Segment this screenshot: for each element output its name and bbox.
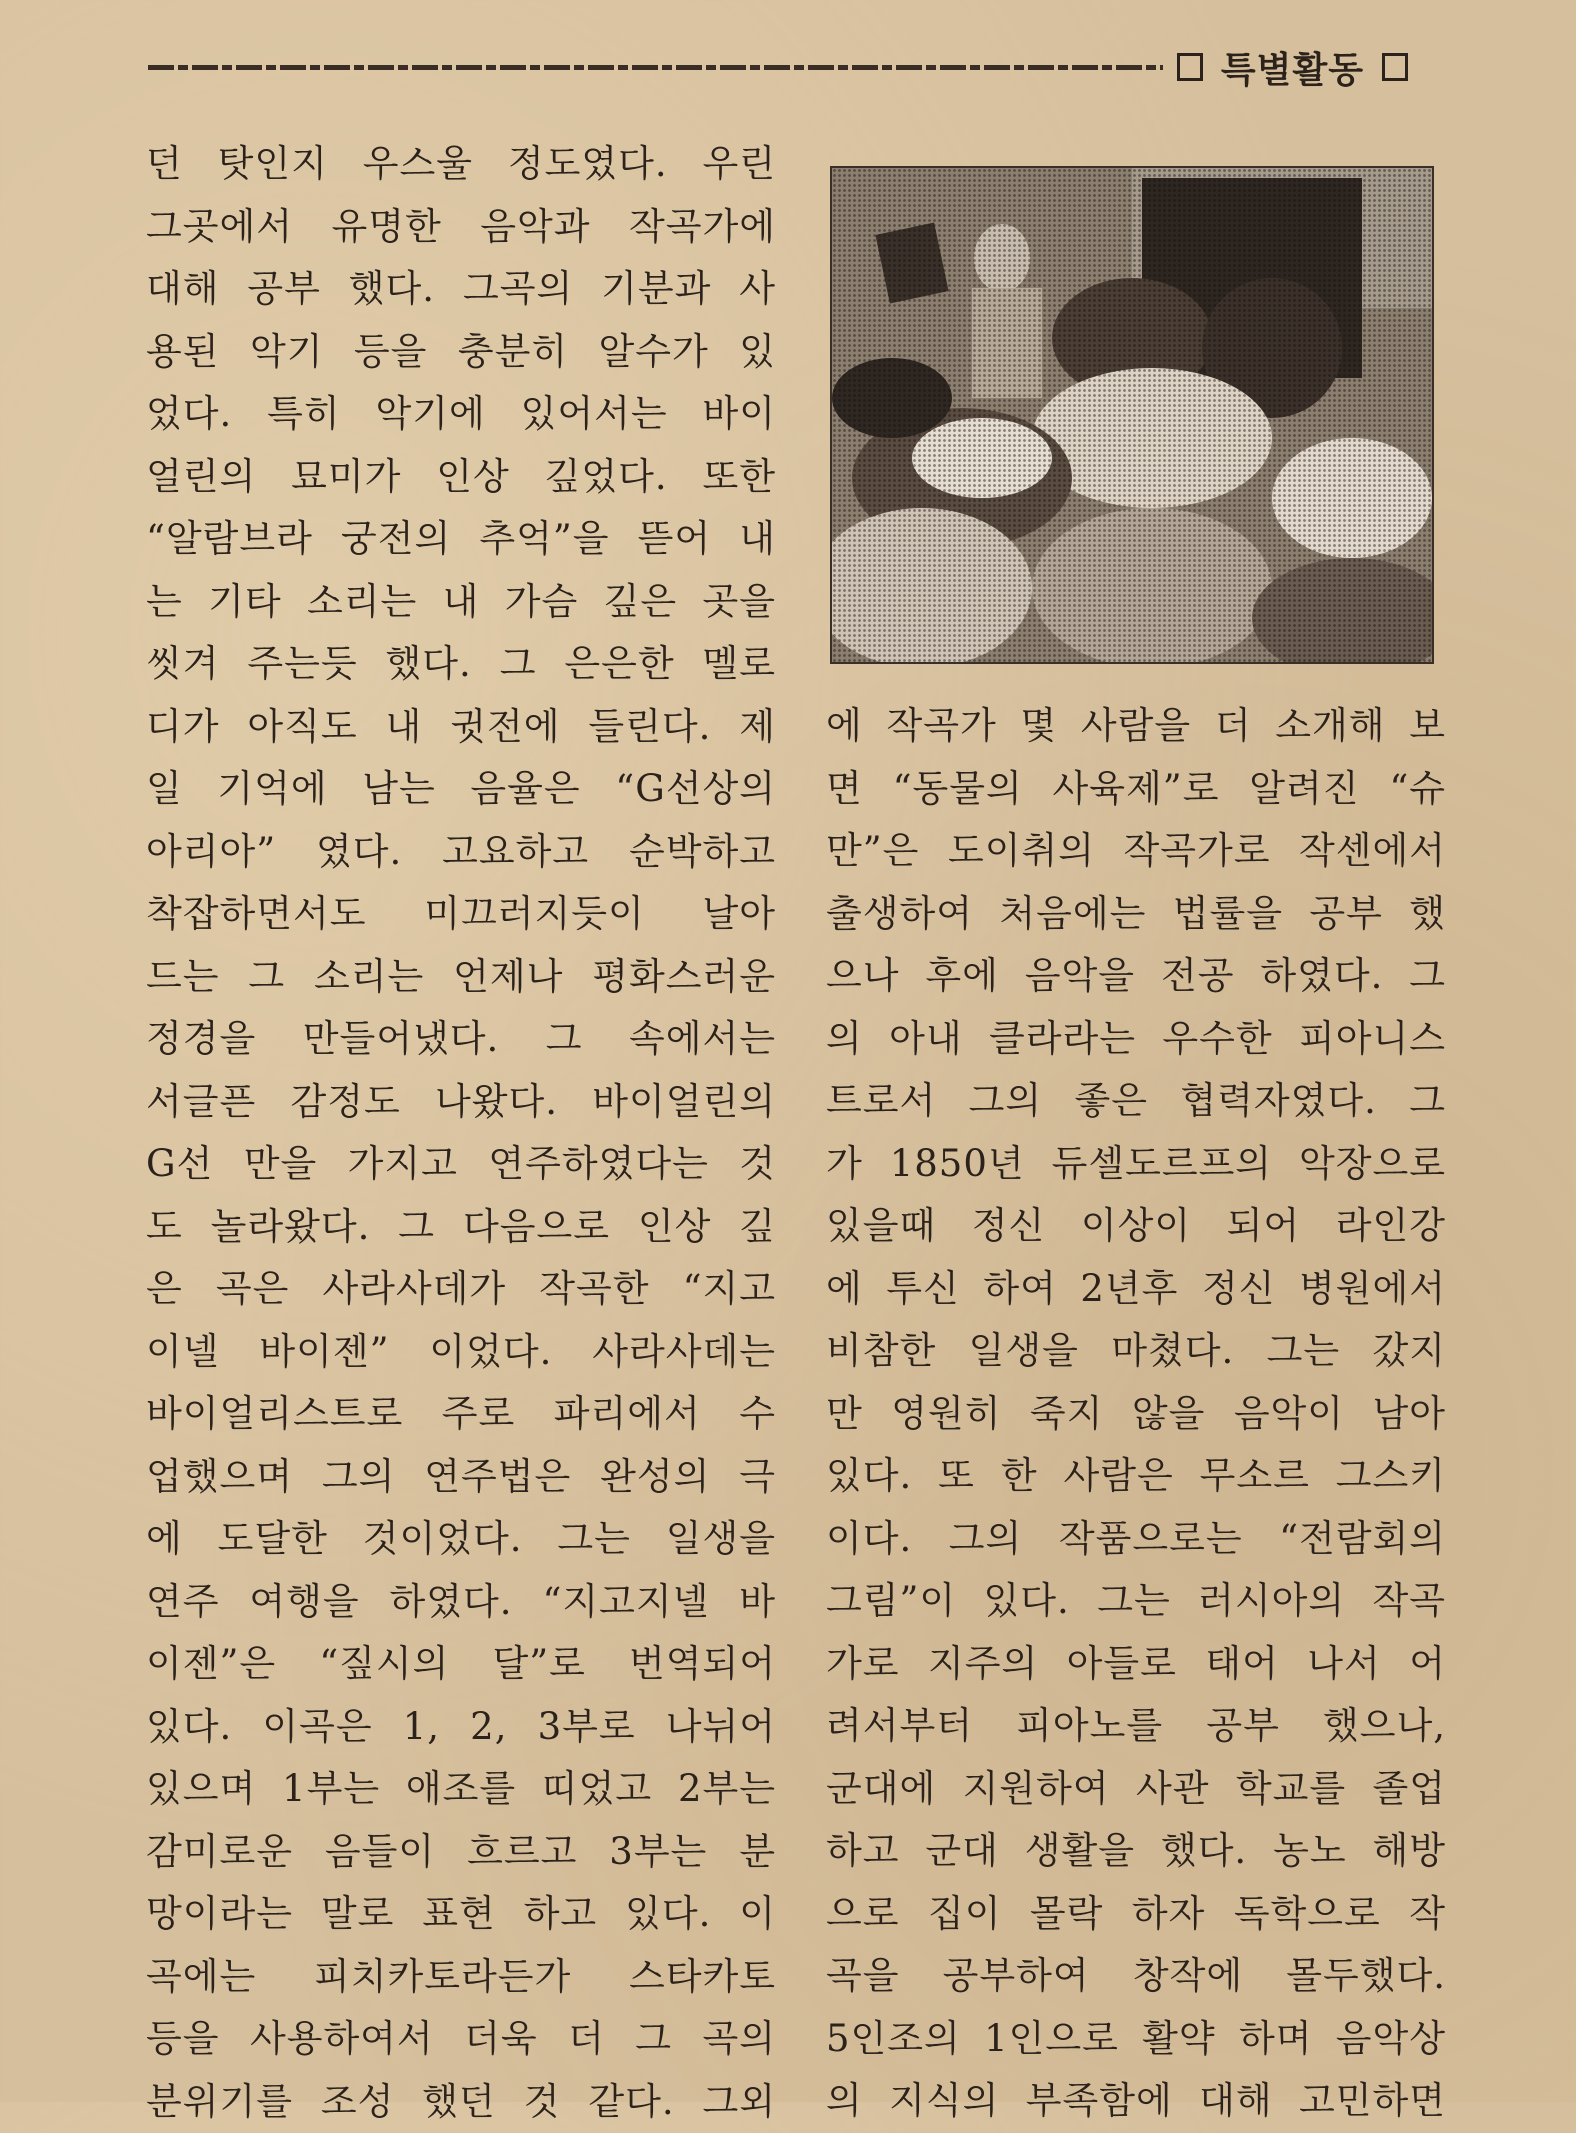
text-line: “알람브라 궁전의 추억”을 뜯어 내	[146, 508, 776, 571]
text-line: 에 투신 하여 2년후 정신 병원에서	[826, 1258, 1446, 1321]
text-line: 5인조의 1인으로 활약 하며 음악상	[826, 2008, 1446, 2071]
text-line: 씻겨 주는듯 했다. 그 은은한 멜로	[146, 633, 776, 696]
text-line: 만”은 도이취의 작곡가로 작센에서	[826, 820, 1446, 883]
text-line: 착잡하면서도 미끄러지듯이 날아	[146, 883, 776, 946]
text-line: 감미로운 음들이 흐르고 3부는 분	[146, 1821, 776, 1884]
text-line: 비참한 일생을 마쳤다. 그는 갔지	[826, 1320, 1446, 1383]
text-line: 있을때 정신 이상이 되어 라인강	[826, 1195, 1446, 1258]
text-line: 던 탓인지 우스울 정도였다. 우린	[146, 133, 776, 196]
text-line: 에 도달한 것이었다. 그는 일생을	[146, 1508, 776, 1571]
article-photo	[830, 166, 1434, 664]
text-line: 곡에는 피치카토라든가 스타카토	[146, 1946, 776, 2009]
text-line: 곡을 공부하여 창작에 몰두했다.	[826, 1945, 1446, 2008]
text-line: 이젠”은 “짚시의 달”로 번역되어	[146, 1633, 776, 1696]
text-line: 등을 사용하여서 더욱 더 그 곡의	[146, 2008, 776, 2071]
text-line: 의 지식의 부족함에 대해 고민하면	[826, 2070, 1446, 2133]
text-line: 얼린의 묘미가 인상 깊었다. 또한	[146, 446, 776, 509]
text-line: 아리아” 였다. 고요하고 순박하고	[146, 821, 776, 884]
text-line: 연주 여행을 하였다. “지고지넬 바	[146, 1571, 776, 1634]
text-line: 대해 공부 했다. 그곡의 기분과 사	[146, 258, 776, 321]
text-line: 용된 악기 등을 충분히 알수가 있	[146, 321, 776, 384]
text-line: 의 아내 클라라는 우수한 피아니스	[826, 1008, 1446, 1071]
text-line: G선 만을 가지고 연주하였다는 것	[146, 1133, 776, 1196]
page-header	[148, 42, 1408, 92]
text-line: 은 곡은 사라사데가 작곡한 “지고	[146, 1258, 776, 1321]
text-line: 도 놀라왔다. 그 다음으로 인상 깊	[146, 1196, 776, 1259]
text-line: 망이라는 말로 표현 하고 있다. 이	[146, 1883, 776, 1946]
text-line: 드는 그 소리는 언제나 평화스러운	[146, 946, 776, 1009]
header-box-left-icon	[1177, 53, 1203, 81]
text-line: 군대에 지원하여 사관 학교를 졸업	[826, 1758, 1446, 1821]
text-line: 업했으며 그의 연주법은 완성의 극	[146, 1446, 776, 1509]
text-line: 에 작곡가 몇 사람을 더 소개해 보	[826, 695, 1446, 758]
text-line: 면 “동물의 사육제”로 알려진 “슈	[826, 758, 1446, 821]
text-line: 출생하여 처음에는 법률을 공부 했	[826, 883, 1446, 946]
text-line: 정경을 만들어냈다. 그 속에서는	[146, 1008, 776, 1071]
photo-halftone-image	[832, 168, 1432, 662]
text-line: 려서부터 피아노를 공부 했으나,	[826, 1695, 1446, 1758]
text-line: 그곳에서 유명한 음악과 작곡가에	[146, 196, 776, 259]
text-line: 으나 후에 음악을 전공 하였다. 그	[826, 945, 1446, 1008]
text-line: 가로 지주의 아들로 태어 나서 어	[826, 1633, 1446, 1696]
text-line: 가 1850년 듀셀도르프의 악장으로	[826, 1133, 1446, 1196]
text-line: 바이얼리스트로 주로 파리에서 수	[146, 1383, 776, 1446]
left-text-column	[146, 133, 776, 2133]
right-text-column	[826, 695, 1446, 2133]
text-line: 있으며 1부는 애조를 띠었고 2부는	[146, 1758, 776, 1821]
header-dashed-rule	[148, 65, 1163, 70]
text-line: 만 영원히 죽지 않을 음악이 남아	[826, 1383, 1446, 1446]
text-line: 트로서 그의 좋은 협력자였다. 그	[826, 1070, 1446, 1133]
header-box-right-icon	[1382, 53, 1408, 81]
text-line: 디가 아직도 내 귓전에 들린다. 제	[146, 696, 776, 759]
text-line: 하고 군대 생활을 했다. 농노 해방	[826, 1820, 1446, 1883]
text-line: 일 기억에 남는 음율은 “G선상의	[146, 758, 776, 821]
text-line: 서글픈 감정도 나왔다. 바이얼린의	[146, 1071, 776, 1134]
text-line: 는 기타 소리는 내 가슴 깊은 곳을	[146, 571, 776, 634]
text-line: 었다. 특히 악기에 있어서는 바이	[146, 383, 776, 446]
text-line: 이다. 그의 작품으로는 “전람회의	[826, 1508, 1446, 1571]
text-line: 있다. 또 한 사람은 무소르 그스키	[826, 1445, 1446, 1508]
text-line: 이넬 바이젠” 이었다. 사라사데는	[146, 1321, 776, 1384]
text-line: 있다. 이곡은 1, 2, 3부로 나뉘어	[146, 1696, 776, 1759]
text-line: 그림”이 있다. 그는 러시아의 작곡	[826, 1570, 1446, 1633]
section-title: 특별활동	[1221, 42, 1364, 93]
text-line: 분위기를 조성 했던 것 같다. 그외	[146, 2071, 776, 2133]
text-line: 으로 집이 몰락 하자 독학으로 작	[826, 1883, 1446, 1946]
